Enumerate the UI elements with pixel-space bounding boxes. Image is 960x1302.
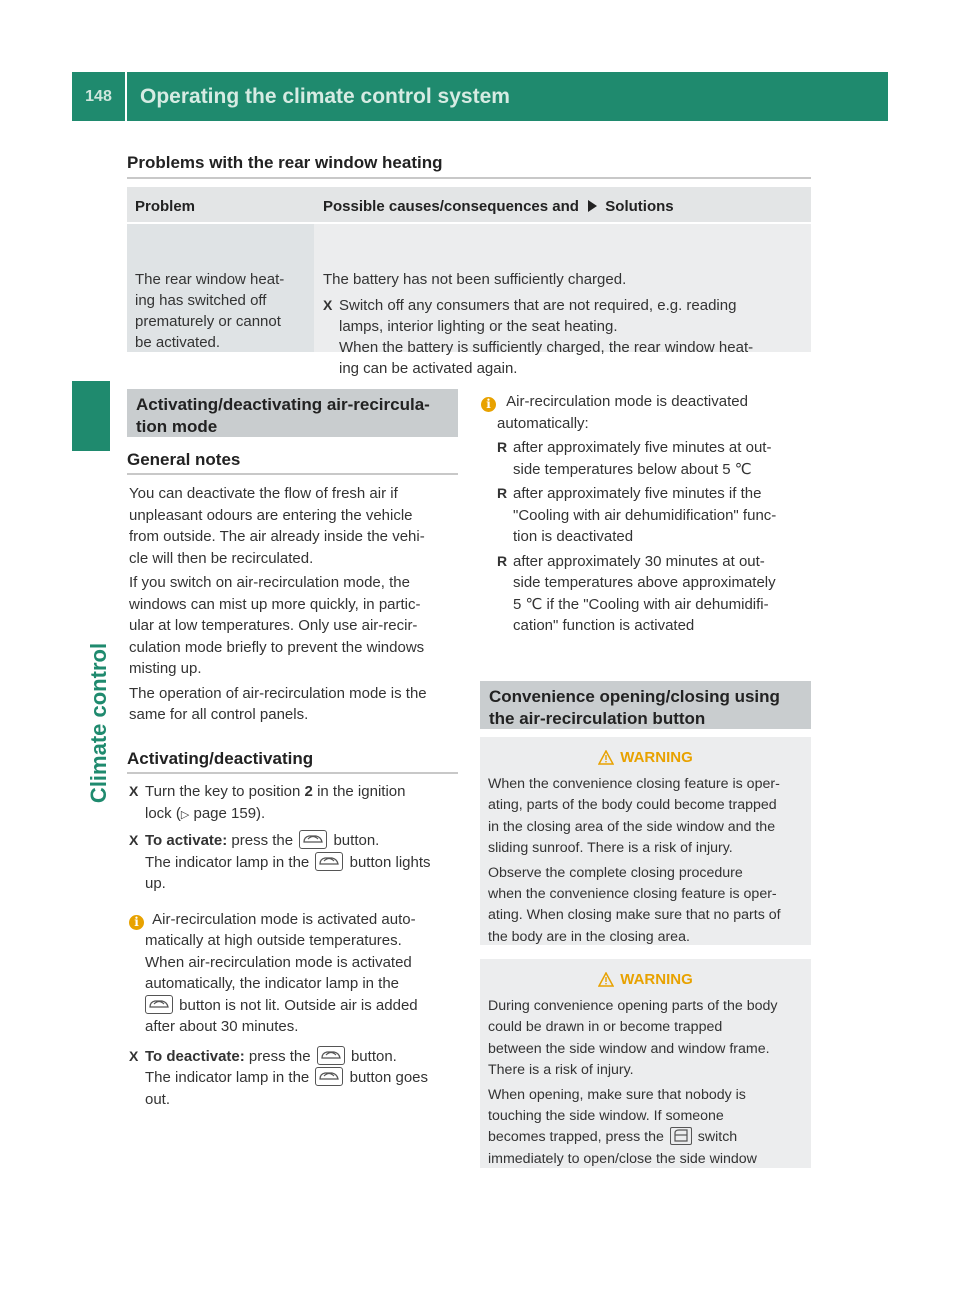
- line: immediately to open/close the side window: [488, 1150, 757, 1167]
- line: There is a risk of injury.: [488, 1061, 634, 1078]
- paragraph: [129, 683, 464, 726]
- info-icon: i: [481, 397, 496, 412]
- warning-label: WARNING: [620, 971, 693, 988]
- warning-title: [488, 969, 803, 990]
- text: button.: [350, 1047, 397, 1065]
- line: Air-recirculation mode is activated auto-: [152, 910, 416, 928]
- line: cle will then be recirculated.: [129, 549, 314, 567]
- line: between the side window and window frame.: [488, 1040, 770, 1057]
- solution-step: [323, 295, 802, 379]
- col-problem: Problem: [135, 198, 196, 215]
- line: sliding sunroof. There is a risk of injury.: [488, 839, 733, 856]
- bullet-icon: R: [497, 552, 508, 569]
- line: Observe the complete closing procedure: [488, 865, 743, 882]
- line: ating. When closing make sure that no parts of: [488, 907, 781, 924]
- problem-line: ing has switched off: [135, 292, 267, 309]
- paragraph: [488, 1085, 803, 1170]
- position-number: 2: [304, 783, 313, 800]
- rear-window-title: Problems with the rear window heating: [127, 153, 443, 172]
- text: The indicator lamp in the: [145, 853, 310, 871]
- info-intro: [481, 391, 817, 434]
- line: tion is deactivated: [513, 528, 634, 545]
- line: Air-recirculation mode is deactivated: [506, 393, 748, 410]
- warning-label: WARNING: [620, 749, 693, 766]
- text: press the: [231, 832, 294, 849]
- warning-triangle-icon: [598, 972, 614, 987]
- auto-deactivation-info: [481, 391, 817, 637]
- text: button.: [333, 832, 380, 849]
- solution-line: Switch off any consumers that are not required, e.g. reading: [339, 297, 737, 314]
- page-title: Operating the climate control system: [140, 84, 510, 108]
- solution-note-line: ing can be activated again.: [339, 360, 518, 377]
- divider: [127, 177, 811, 179]
- page-reference-link[interactable]: page 159).: [193, 804, 266, 822]
- side-tab-label: Climate control: [86, 642, 111, 804]
- line: in the closing area of the side window and the: [488, 818, 776, 835]
- convenience-heading: [480, 681, 811, 729]
- activating-title: Activating/deactivating: [127, 749, 314, 768]
- cause-text: The battery has not been sufficiently charged.: [323, 271, 627, 288]
- problem-line: prematurely or cannot: [135, 313, 281, 330]
- line: after about 30 minutes.: [145, 1018, 299, 1035]
- line: same for all control panels.: [129, 706, 309, 723]
- line: 5 ℃ if the "Cooling with air dehumidifi-: [513, 595, 769, 613]
- line: could be drawn in or become trapped: [488, 1019, 723, 1036]
- line: windows can mist up more quickly, in partic-: [129, 595, 421, 613]
- text: up.: [145, 875, 166, 892]
- info-icon: i: [129, 915, 144, 930]
- recirculation-button-icon: [145, 995, 173, 1014]
- line: When opening, make sure that nobody is: [488, 1087, 746, 1104]
- text: out.: [145, 1090, 171, 1108]
- text: in the ignition: [317, 783, 406, 800]
- line: when the convenience closing feature is oper-: [488, 886, 777, 903]
- line: unpleasant odours are entering the vehicle: [129, 506, 413, 524]
- step-label: To deactivate:: [145, 1047, 245, 1065]
- solution-line: lamps, interior lighting or the seat heating.: [339, 318, 618, 335]
- text: Turn the key to position: [145, 783, 301, 800]
- side-tab: [84, 638, 114, 808]
- col-solutions-a: Possible causes/consequences and: [323, 198, 579, 215]
- paragraph: [129, 572, 464, 680]
- line: becomes trapped, press the: [488, 1129, 664, 1146]
- line: The operation of air-recirculation mode is the: [129, 684, 427, 702]
- line: automatically:: [497, 414, 589, 432]
- header-divider: [125, 72, 127, 121]
- text: button goes: [349, 1069, 429, 1086]
- paragraph: [488, 774, 803, 859]
- line: side temperatures below about 5 ℃: [513, 460, 752, 478]
- heading-line: the air-recirculation button: [489, 709, 706, 728]
- divider: [127, 473, 458, 475]
- step-x-icon: X: [323, 297, 333, 313]
- line: button is not lit. Outside air is added: [179, 996, 418, 1014]
- heading-line: tion mode: [136, 417, 218, 436]
- problem-cell: [127, 224, 314, 352]
- bullet-icon: R: [497, 485, 508, 501]
- general-notes-title: General notes: [127, 450, 241, 469]
- table-row: [127, 224, 811, 377]
- step-x-icon: X: [129, 783, 139, 799]
- general-notes-text: [129, 483, 464, 729]
- window-switch-icon: [670, 1127, 692, 1145]
- line: from outside. The air already inside the vehi-: [129, 528, 425, 545]
- page-number: 148: [85, 87, 112, 105]
- line: misting up.: [129, 660, 202, 677]
- line: after approximately five minutes if the: [513, 485, 762, 502]
- line: You can deactivate the flow of fresh air if: [129, 485, 398, 502]
- line: switch: [697, 1129, 738, 1146]
- line: matically at high outside temperatures.: [145, 932, 402, 949]
- recirc-heading: [127, 389, 458, 437]
- recirculation-button-icon: [299, 830, 327, 849]
- list-item: [497, 437, 817, 480]
- list-item: [497, 551, 817, 637]
- line: When the convenience closing feature is oper-: [488, 776, 780, 793]
- step-1: [129, 781, 464, 826]
- list-item: [497, 483, 817, 548]
- recirculation-button-icon: [317, 1046, 345, 1065]
- line: automatically, the indicator lamp in the: [145, 975, 400, 992]
- step-x-icon: X: [129, 832, 139, 848]
- line: after approximately five minutes at out-: [513, 439, 772, 456]
- problem-line: be activated.: [135, 334, 221, 351]
- solution-arrow-icon: [588, 200, 597, 212]
- text: button lights: [349, 853, 431, 871]
- line: touching the side window. If someone: [488, 1108, 724, 1125]
- line: When air-recirculation mode is activated: [145, 953, 412, 971]
- line: ating, parts of the body could become trapped: [488, 797, 777, 814]
- step-label: To activate:: [145, 832, 228, 849]
- paragraph: [488, 996, 803, 1081]
- line: the body are in the closing area.: [488, 928, 690, 945]
- solution-note-line: When the battery is sufficiently charged, the rear window heat-: [339, 339, 754, 356]
- line: During convenience opening parts of the body: [488, 998, 778, 1015]
- line: after approximately 30 minutes at out-: [513, 552, 765, 570]
- paragraph: [488, 863, 803, 948]
- step-2: [129, 830, 464, 895]
- paragraph: [129, 483, 464, 569]
- col-solutions: [314, 187, 811, 222]
- line: "Cooling with air dehumidification" func-: [513, 506, 777, 524]
- section-marker: [72, 381, 110, 451]
- line: ular at low temperatures. Only use air-recir-: [129, 617, 418, 634]
- bullet-icon: R: [497, 439, 508, 455]
- problem-table: [127, 187, 811, 377]
- text: press the: [248, 1047, 311, 1065]
- step-3: [129, 1046, 464, 1111]
- recirculation-button-icon: [315, 1067, 343, 1086]
- line: side temperatures above approximately: [513, 574, 776, 591]
- divider: [127, 772, 458, 774]
- warning-box-opening: [480, 959, 811, 1168]
- solution-cell: [314, 224, 811, 377]
- heading-line: Convenience opening/closing using: [489, 687, 780, 706]
- table-header: [127, 187, 811, 222]
- warning-box-closing: [480, 737, 811, 945]
- info-note: [129, 909, 464, 1038]
- activating-steps: [129, 781, 464, 1110]
- ref-arrow-icon: ▷: [180, 808, 190, 821]
- line: If you switch on air-recirculation mode, the: [129, 574, 410, 591]
- text: lock (: [145, 804, 181, 822]
- header-bar: [72, 72, 888, 121]
- line: cation" function is activated: [513, 617, 695, 634]
- text: The indicator lamp in the: [145, 1069, 310, 1086]
- recirculation-button-icon: [315, 852, 343, 871]
- warning-title: [488, 747, 803, 768]
- step-x-icon: X: [129, 1047, 139, 1064]
- heading-line: Activating/deactivating air-recircula-: [136, 395, 430, 414]
- problem-line: The rear window heat-: [135, 271, 285, 288]
- line: culation mode briefly to prevent the windows: [129, 638, 425, 656]
- warning-triangle-icon: [598, 750, 614, 765]
- col-solutions-b: Solutions: [605, 198, 674, 215]
